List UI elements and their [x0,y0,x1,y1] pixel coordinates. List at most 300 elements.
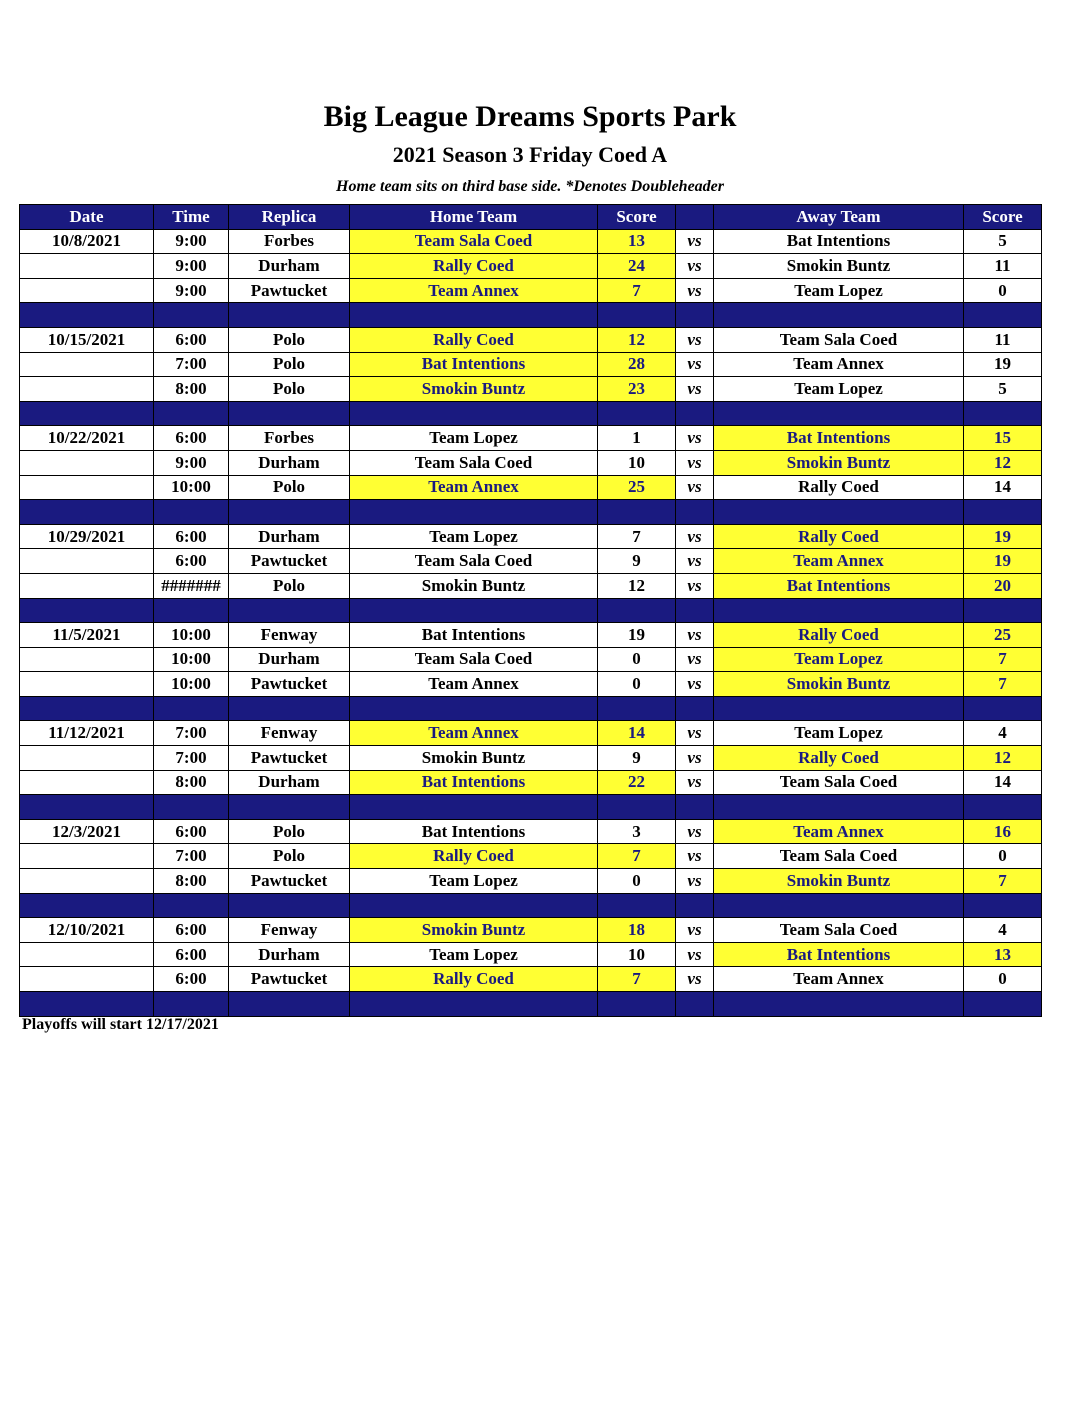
separator-cell [964,992,1042,1017]
home-team: Team Sala Coed [350,229,598,254]
separator-cell [714,303,964,328]
home-score: 10 [598,450,676,475]
away-score: 4 [964,918,1042,943]
game-replica: Polo [229,327,350,352]
game-replica: Durham [229,450,350,475]
away-team: Team Annex [714,549,964,574]
table-row [20,819,1042,844]
separator-cell [154,500,229,525]
away-score: 0 [964,967,1042,992]
away-score: 0 [964,844,1042,869]
away-score: 20 [964,573,1042,598]
game-time: 6:00 [154,819,229,844]
vs-label: vs [676,819,714,844]
game-date [20,869,154,894]
week-separator-row [20,598,1042,623]
away-score: 4 [964,721,1042,746]
game-time: 7:00 [154,721,229,746]
away-score: 7 [964,869,1042,894]
home-team: Team Lopez [350,869,598,894]
separator-cell [20,401,154,426]
table-row [20,721,1042,746]
separator-cell [350,598,598,623]
game-date: 10/15/2021 [20,327,154,352]
page-title: Big League Dreams Sports Park [323,100,737,133]
table-header-row [20,205,1042,230]
vs-label: vs [676,426,714,451]
week-separator-row [20,992,1042,1017]
home-score: 19 [598,623,676,648]
vs-label: vs [676,475,714,500]
game-replica: Forbes [229,426,350,451]
home-team: Team Annex [350,475,598,500]
game-date [20,450,154,475]
separator-cell [350,992,598,1017]
game-time: 7:00 [154,746,229,771]
home-score: 28 [598,352,676,377]
game-time: 10:00 [154,672,229,697]
game-time: 10:00 [154,475,229,500]
home-score: 12 [598,573,676,598]
home-score: 7 [598,278,676,303]
away-team: Rally Coed [714,623,964,648]
home-team: Smokin Buntz [350,573,598,598]
game-time: 6:00 [154,524,229,549]
separator-cell [20,893,154,918]
home-score: 23 [598,377,676,402]
separator-cell [714,401,964,426]
separator-cell [714,893,964,918]
week-separator-row [20,893,1042,918]
home-team: Rally Coed [350,254,598,279]
home-score: 3 [598,819,676,844]
away-team: Team Lopez [714,721,964,746]
away-score: 5 [964,377,1042,402]
game-date: 12/3/2021 [20,819,154,844]
vs-label: vs [676,918,714,943]
schedule-table [19,204,1042,1017]
separator-cell [598,696,676,721]
separator-cell [154,795,229,820]
vs-label: vs [676,623,714,648]
separator-cell [676,303,714,328]
separator-cell [714,500,964,525]
game-date [20,844,154,869]
header-time: Time [154,205,229,230]
away-team: Bat Intentions [714,229,964,254]
table-row [20,426,1042,451]
away-score: 25 [964,623,1042,648]
table-row [20,672,1042,697]
vs-label: vs [676,352,714,377]
game-replica: Pawtucket [229,278,350,303]
game-date: 11/12/2021 [20,721,154,746]
game-replica: Polo [229,844,350,869]
game-time: 10:00 [154,647,229,672]
game-time: 8:00 [154,377,229,402]
game-replica: Durham [229,524,350,549]
separator-cell [964,795,1042,820]
away-team: Smokin Buntz [714,254,964,279]
home-team: Bat Intentions [350,352,598,377]
game-date [20,672,154,697]
playoffs-note: Playoffs will start 12/17/2021 [22,1016,219,1033]
separator-cell [714,598,964,623]
table-row [20,647,1042,672]
separator-cell [676,598,714,623]
header-vs [676,205,714,230]
home-score: 7 [598,524,676,549]
home-score: 0 [598,869,676,894]
separator-cell [676,500,714,525]
vs-label: vs [676,869,714,894]
game-date [20,475,154,500]
table-row [20,844,1042,869]
separator-cell [714,992,964,1017]
away-score: 5 [964,229,1042,254]
away-team: Team Lopez [714,377,964,402]
separator-cell [964,303,1042,328]
home-team: Team Annex [350,278,598,303]
separator-cell [676,795,714,820]
home-score: 24 [598,254,676,279]
away-score: 0 [964,278,1042,303]
away-score: 14 [964,770,1042,795]
separator-cell [676,992,714,1017]
away-team: Smokin Buntz [714,869,964,894]
home-team: Bat Intentions [350,623,598,648]
vs-label: vs [676,942,714,967]
vs-label: vs [676,967,714,992]
week-separator-row [20,696,1042,721]
separator-cell [964,696,1042,721]
game-replica: Pawtucket [229,672,350,697]
game-date [20,278,154,303]
home-team: Team Lopez [350,524,598,549]
separator-cell [598,598,676,623]
away-team: Smokin Buntz [714,672,964,697]
separator-cell [229,992,350,1017]
vs-label: vs [676,672,714,697]
table-row [20,967,1042,992]
away-score: 11 [964,327,1042,352]
game-time: 9:00 [154,278,229,303]
away-team: Team Annex [714,819,964,844]
separator-cell [350,303,598,328]
separator-cell [20,795,154,820]
game-replica: Pawtucket [229,549,350,574]
game-replica: Pawtucket [229,746,350,771]
game-date: 11/5/2021 [20,623,154,648]
separator-cell [20,303,154,328]
separator-cell [229,893,350,918]
separator-cell [964,500,1042,525]
home-score: 9 [598,549,676,574]
vs-label: vs [676,746,714,771]
table-row [20,746,1042,771]
game-date: 10/22/2021 [20,426,154,451]
home-score: 7 [598,844,676,869]
away-team: Team Annex [714,967,964,992]
home-team: Team Annex [350,672,598,697]
game-time: 6:00 [154,327,229,352]
game-date: 12/10/2021 [20,918,154,943]
home-team: Rally Coed [350,327,598,352]
game-replica: Durham [229,942,350,967]
home-team: Team Lopez [350,426,598,451]
separator-cell [20,992,154,1017]
separator-cell [20,500,154,525]
home-team: Team Sala Coed [350,647,598,672]
home-team: Team Sala Coed [350,549,598,574]
home-team: Bat Intentions [350,770,598,795]
vs-label: vs [676,229,714,254]
home-score: 13 [598,229,676,254]
table-row [20,278,1042,303]
table-row [20,229,1042,254]
week-separator-row [20,500,1042,525]
table-row [20,524,1042,549]
game-time: 6:00 [154,942,229,967]
separator-cell [598,303,676,328]
separator-cell [229,795,350,820]
week-separator-row [20,401,1042,426]
vs-label: vs [676,844,714,869]
home-score: 7 [598,967,676,992]
game-replica: Durham [229,770,350,795]
game-replica: Fenway [229,721,350,746]
home-score: 10 [598,942,676,967]
game-time: 6:00 [154,549,229,574]
game-date [20,942,154,967]
separator-cell [154,893,229,918]
game-replica: Polo [229,352,350,377]
game-replica: Polo [229,475,350,500]
away-score: 19 [964,352,1042,377]
home-team: Team Annex [350,721,598,746]
game-date [20,647,154,672]
page-subtitle: 2021 Season 3 Friday Coed A [392,142,668,167]
away-score: 16 [964,819,1042,844]
game-replica: Pawtucket [229,869,350,894]
game-date [20,746,154,771]
away-score: 12 [964,746,1042,771]
week-separator-row [20,795,1042,820]
away-team: Bat Intentions [714,426,964,451]
table-row [20,770,1042,795]
away-score: 19 [964,549,1042,574]
home-team: Bat Intentions [350,819,598,844]
vs-label: vs [676,327,714,352]
vs-label: vs [676,721,714,746]
vs-label: vs [676,770,714,795]
separator-cell [676,893,714,918]
schedule-note: Home team sits on third base side. *Denotes Doubleheader [336,178,724,195]
header-replica: Replica [229,205,350,230]
game-replica: Durham [229,647,350,672]
separator-cell [964,598,1042,623]
home-team: Team Lopez [350,942,598,967]
away-score: 14 [964,475,1042,500]
away-score: 19 [964,524,1042,549]
vs-label: vs [676,524,714,549]
away-score: 7 [964,672,1042,697]
vs-label: vs [676,254,714,279]
separator-cell [350,401,598,426]
separator-cell [714,795,964,820]
vs-label: vs [676,647,714,672]
game-date: 10/8/2021 [20,229,154,254]
game-time: 6:00 [154,967,229,992]
game-time: 8:00 [154,770,229,795]
game-time: 9:00 [154,229,229,254]
game-date [20,549,154,574]
game-time: 9:00 [154,254,229,279]
away-team: Rally Coed [714,746,964,771]
separator-cell [676,401,714,426]
table-row [20,869,1042,894]
game-replica: Fenway [229,918,350,943]
table-row [20,942,1042,967]
game-replica: Polo [229,573,350,598]
game-time: 6:00 [154,918,229,943]
separator-cell [350,795,598,820]
table-row [20,254,1042,279]
separator-cell [350,500,598,525]
game-date [20,770,154,795]
home-team: Smokin Buntz [350,377,598,402]
header-date: Date [20,205,154,230]
separator-cell [229,598,350,623]
game-time: ####### [154,573,229,598]
away-score: 11 [964,254,1042,279]
game-replica: Forbes [229,229,350,254]
away-team: Team Sala Coed [714,327,964,352]
home-score: 0 [598,672,676,697]
away-team: Rally Coed [714,524,964,549]
away-team: Team Sala Coed [714,844,964,869]
away-team: Team Annex [714,352,964,377]
home-score: 0 [598,647,676,672]
separator-cell [154,401,229,426]
home-team: Team Sala Coed [350,450,598,475]
home-score: 22 [598,770,676,795]
separator-cell [154,598,229,623]
away-team: Team Lopez [714,278,964,303]
home-score: 9 [598,746,676,771]
vs-label: vs [676,450,714,475]
home-score: 25 [598,475,676,500]
away-score: 7 [964,647,1042,672]
vs-label: vs [676,377,714,402]
separator-cell [229,500,350,525]
game-time: 8:00 [154,869,229,894]
separator-cell [229,303,350,328]
separator-cell [598,401,676,426]
table-row [20,549,1042,574]
game-time: 7:00 [154,844,229,869]
separator-cell [229,401,350,426]
table-row [20,352,1042,377]
table-row [20,573,1042,598]
separator-cell [229,696,350,721]
away-team: Rally Coed [714,475,964,500]
game-time: 7:00 [154,352,229,377]
away-team: Team Lopez [714,647,964,672]
game-replica: Fenway [229,623,350,648]
table-row [20,475,1042,500]
header-away-team: Away Team [714,205,964,230]
away-team: Team Sala Coed [714,770,964,795]
separator-cell [598,500,676,525]
table-row [20,377,1042,402]
vs-label: vs [676,549,714,574]
vs-label: vs [676,573,714,598]
header-away-score: Score [964,205,1042,230]
separator-cell [598,795,676,820]
game-time: 10:00 [154,623,229,648]
table-row [20,450,1042,475]
game-replica: Pawtucket [229,967,350,992]
table-row [20,623,1042,648]
away-team: Bat Intentions [714,942,964,967]
home-score: 1 [598,426,676,451]
separator-cell [154,696,229,721]
game-replica: Durham [229,254,350,279]
away-team: Bat Intentions [714,573,964,598]
header-home-team: Home Team [350,205,598,230]
home-score: 14 [598,721,676,746]
game-date [20,967,154,992]
schedule-body [20,229,1042,1016]
header-home-score: Score [598,205,676,230]
game-time: 6:00 [154,426,229,451]
separator-cell [154,303,229,328]
separator-cell [598,893,676,918]
game-replica: Polo [229,819,350,844]
away-team: Smokin Buntz [714,450,964,475]
separator-cell [20,598,154,623]
separator-cell [964,893,1042,918]
table-row [20,327,1042,352]
separator-cell [350,696,598,721]
game-date [20,573,154,598]
separator-cell [714,696,964,721]
game-date [20,254,154,279]
home-team: Smokin Buntz [350,918,598,943]
game-replica: Polo [229,377,350,402]
game-date [20,377,154,402]
separator-cell [964,401,1042,426]
game-time: 9:00 [154,450,229,475]
away-score: 12 [964,450,1042,475]
separator-cell [676,696,714,721]
separator-cell [350,893,598,918]
home-score: 12 [598,327,676,352]
separator-cell [154,992,229,1017]
away-team: Team Sala Coed [714,918,964,943]
home-team: Rally Coed [350,967,598,992]
home-team: Smokin Buntz [350,746,598,771]
home-score: 18 [598,918,676,943]
table-row [20,918,1042,943]
away-score: 13 [964,942,1042,967]
game-date: 10/29/2021 [20,524,154,549]
away-score: 15 [964,426,1042,451]
vs-label: vs [676,278,714,303]
game-date [20,352,154,377]
separator-cell [20,696,154,721]
